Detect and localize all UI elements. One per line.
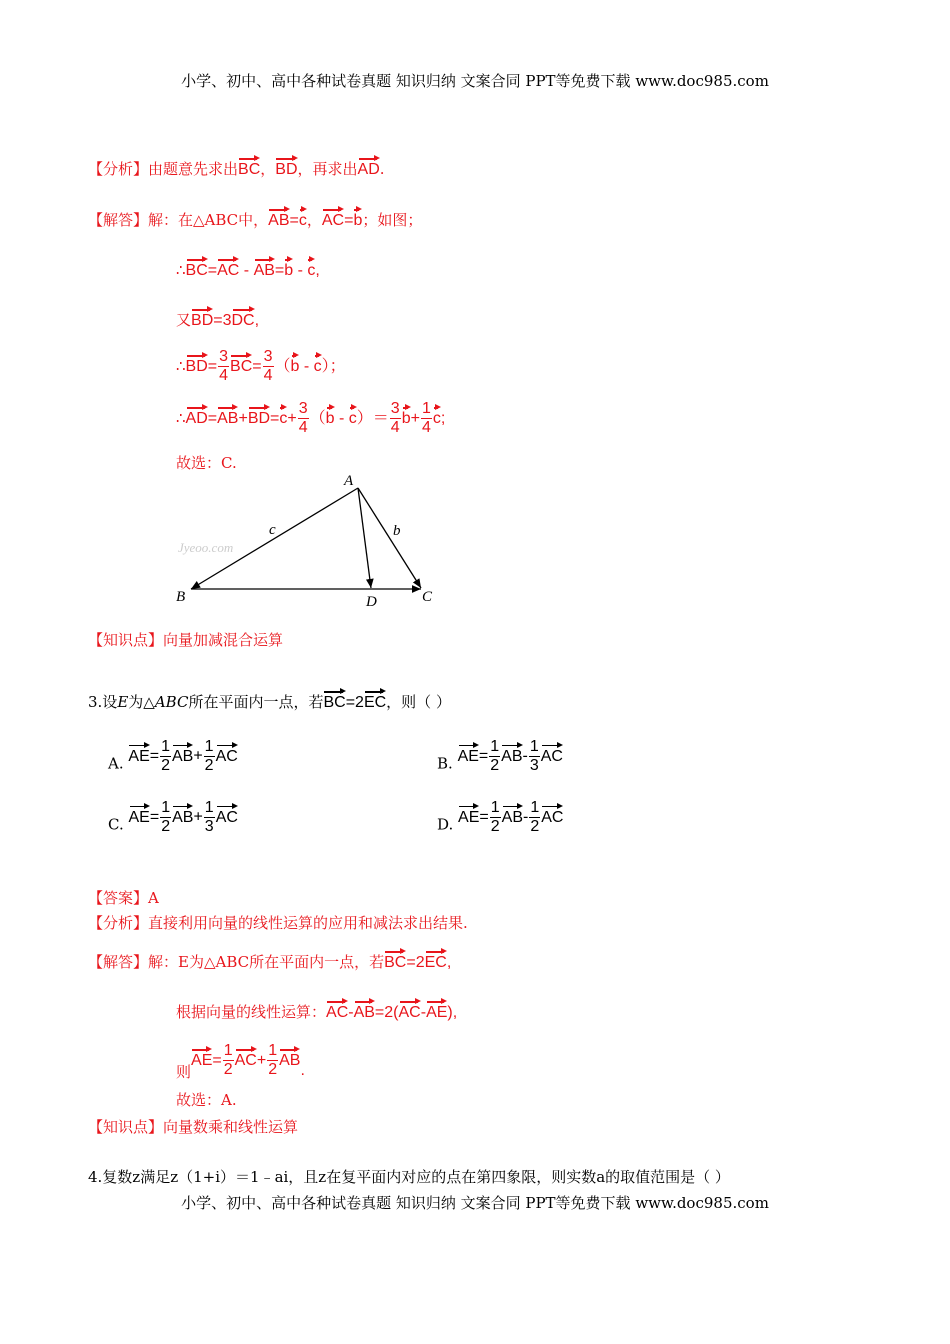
choose-answer: 故选：C. <box>176 454 237 472</box>
question-3-stem: 3.设E为△ABC所在平面内一点，若BC=2EC，则（ ） <box>88 690 451 712</box>
step-bc: ∴BC=AC - AB=b - c, <box>176 258 320 280</box>
separator: ， <box>260 160 276 178</box>
question-4-stem: 4.复数z满足z（1+i）＝1﹣ai，且z在复平面内对应的点在第四象限，则实数a的取值范围是（ ） <box>88 1168 730 1186</box>
point-label-a: A <box>344 473 354 489</box>
step-bd: ∴BD= $\frac{3}{4}$ BC= $\frac{3}{4}$ （b - c）； <box>176 348 346 384</box>
analysis-line: 【分析】由题意先求出BC，BD，再求出AD. <box>88 157 385 179</box>
answer-line: 【答案】A <box>88 889 159 907</box>
step-bd-dc: 又BD=3DC, <box>176 308 259 330</box>
page-header: 小学、初中、高中各种试卷真题 知识归纳 文案合同 PPT等免费下载 www.doc985.com <box>181 72 769 90</box>
vector-ac: AC <box>322 208 344 229</box>
triangle-figure <box>170 468 450 610</box>
side-label-c: c <box>269 522 276 538</box>
vector-line-ad <box>358 488 371 588</box>
knowledge-line: 【知识点】向量加减混合运算 <box>88 631 284 649</box>
knowledge-point: 向量加减混合运算 <box>163 631 284 649</box>
solution-tag: 【解答】 <box>88 211 149 229</box>
solution-line: 【解答】解：在△ABC中，AB=c，AC=b；如图； <box>88 208 422 230</box>
option-d[interactable]: D. AE= $\frac{1}{2}$ AB- $\frac{1}{2}$ AC <box>437 799 564 835</box>
analysis-line-q3: 【分析】直接利用向量的线性运算的应用和减法求出结果. <box>88 914 468 932</box>
solution-intro: 解：在△ABC中， <box>148 211 269 229</box>
analysis-text: 直接利用向量的线性运算的应用和减法求出结果. <box>148 914 468 932</box>
solution-line-q3: 【解答】解：E为△ABC所在平面内一点，若BC=2EC, <box>88 950 451 972</box>
knowledge-line-q3: 【知识点】向量数乘和线性运算 <box>88 1118 299 1136</box>
vector-line-ab <box>191 488 358 589</box>
option-a[interactable]: A. AE= $\frac{1}{2}$ AB+ $\frac{1}{2}$ AC <box>108 738 238 774</box>
vector-bc: BC <box>238 157 260 178</box>
vector-c: c <box>299 208 307 229</box>
choose-answer-q3: 故选：A. <box>176 1091 237 1109</box>
point-label-c: C <box>422 589 433 605</box>
analysis-post: ，再求出 <box>297 160 358 178</box>
analysis-pre: 由题意先求出 <box>148 160 239 178</box>
page-footer: 小学、初中、高中各种试卷真题 知识归纳 文案合同 PPT等免费下载 www.doc985.com <box>181 1194 769 1212</box>
vector-bd: BD <box>275 157 297 178</box>
knowledge-point-q3: 向量数乘和线性运算 <box>163 1118 299 1136</box>
side-label-b: b <box>393 523 401 539</box>
point-label-b: B <box>176 589 186 605</box>
vector-ab: AB <box>268 208 289 229</box>
vector-ad: AD <box>358 157 380 178</box>
vector-line-ac <box>358 488 421 588</box>
solution-fig-note: 如图； <box>377 211 423 229</box>
linear-step: 根据向量的线性运算：AC-AB=2(AC-AE), <box>176 1000 457 1022</box>
watermark-text: Jyeoo.com <box>178 540 234 555</box>
analysis-tag: 【分析】 <box>88 160 149 178</box>
option-b[interactable]: B. AE= $\frac{1}{2}$ AB- $\frac{1}{3}$ AC <box>437 738 563 774</box>
point-label-d: D <box>366 594 377 610</box>
result-step: 则AE= $\frac{1}{2}$ AC+ $\frac{1}{2}$ AB. <box>176 1042 305 1081</box>
answer-value: A <box>148 889 159 907</box>
step-ad: ∴AD=AB+BD=c+ $\frac{3}{4}$ （b - c）＝ $\frac{3}{4}$ b+ $\frac{1}{4}$ c; <box>176 400 446 436</box>
vector-b: b <box>353 208 362 229</box>
option-c[interactable]: C. AE= $\frac{1}{2}$ AB+ $\frac{1}{3}$ AC <box>108 799 238 835</box>
